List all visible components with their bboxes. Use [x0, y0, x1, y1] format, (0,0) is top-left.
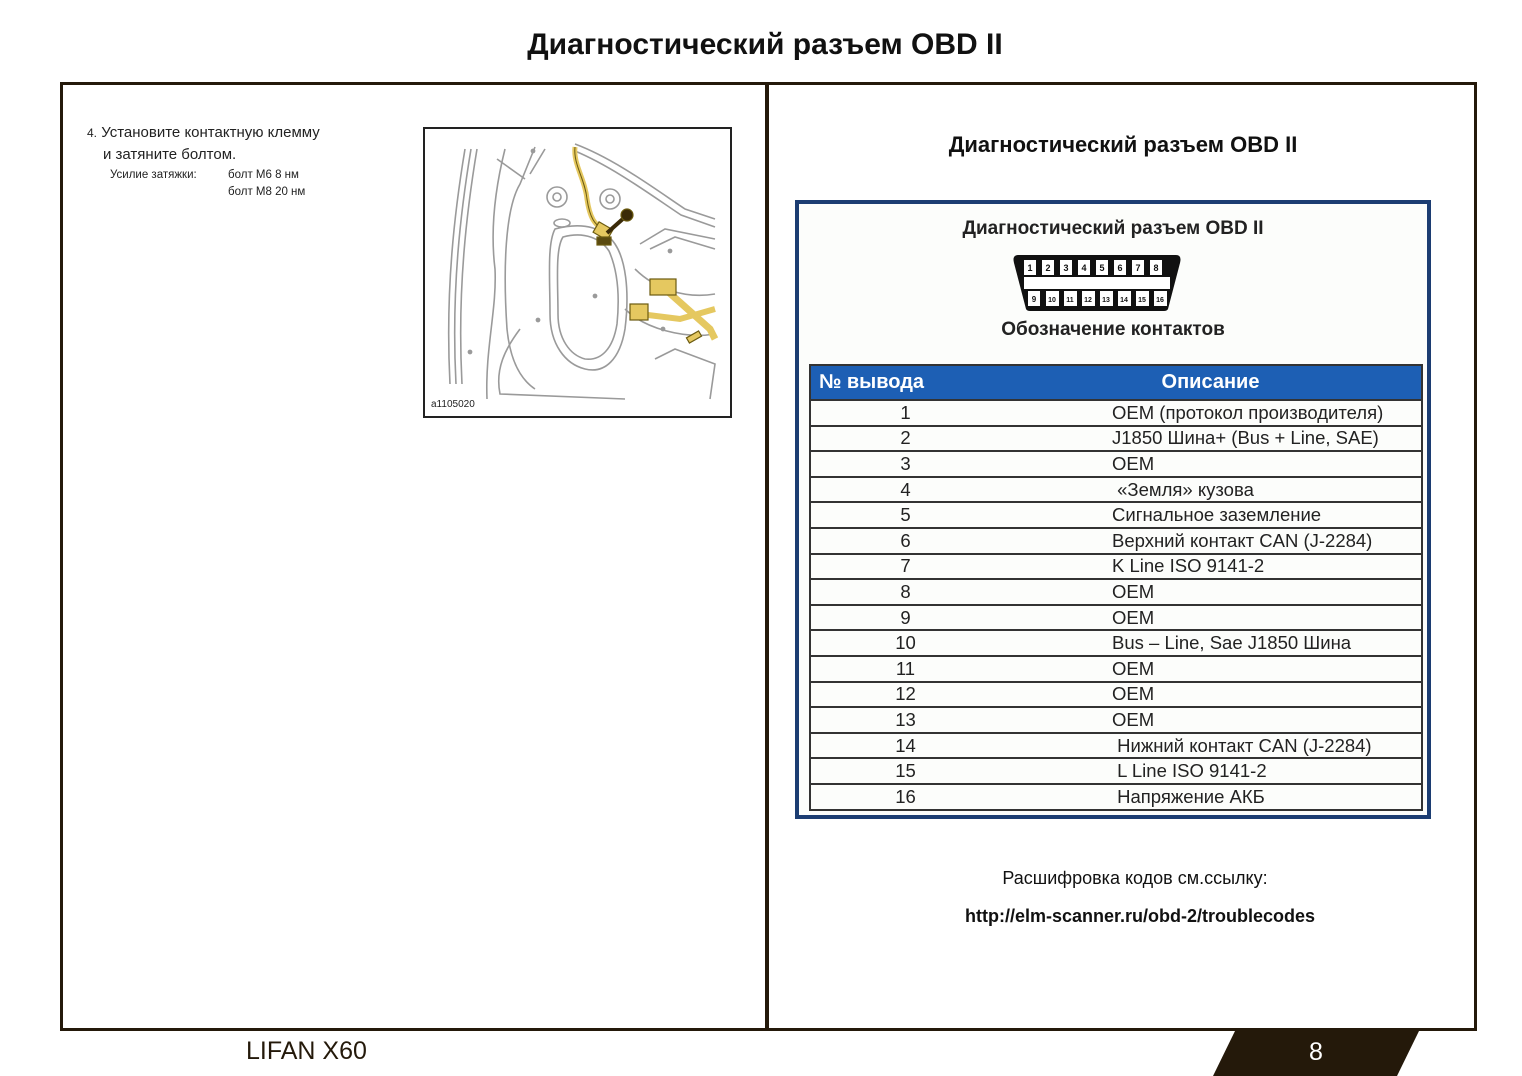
pin-description: OEM — [1112, 451, 1422, 477]
pin-number: 14 — [810, 733, 1000, 759]
table-row — [810, 477, 1422, 503]
install-step — [87, 122, 320, 165]
pin-description: Сигнальное заземление — [1112, 502, 1422, 528]
step-number: 4. — [87, 126, 98, 140]
footer-model: LIFAN X60 — [246, 1037, 367, 1065]
frame-divider — [765, 82, 769, 1031]
contacts-title: Обозначение контактов — [1001, 319, 1225, 340]
pin-number: 15 — [810, 758, 1000, 784]
torque-spec — [110, 167, 305, 201]
right-panel-title: Диагностический разъем OBD II — [948, 132, 1298, 157]
pin-number: 2 — [810, 426, 1000, 452]
pin-number: 1 — [810, 400, 1000, 426]
step-text-line2: и затяните болтом. — [103, 146, 237, 163]
page-number-tab — [1213, 1031, 1419, 1076]
table-row — [810, 707, 1422, 733]
pin-description: «Земля» кузова — [1112, 477, 1422, 503]
pinout-table — [809, 364, 1423, 811]
table-row — [810, 451, 1422, 477]
pin-number: 11 — [810, 656, 1000, 682]
table-row — [810, 784, 1422, 810]
table-row — [810, 656, 1422, 682]
header-description: Описание — [1000, 365, 1422, 400]
pin-description: OEM — [1112, 707, 1422, 733]
pin-description: Bus – Line, Sae J1850 Шина — [1112, 630, 1422, 656]
svg-text:15: 15 — [1138, 297, 1146, 304]
svg-text:16: 16 — [1156, 297, 1164, 304]
pin-description: OEM — [1112, 605, 1422, 631]
header-pin-number: № вывода — [810, 365, 1000, 400]
svg-text:7: 7 — [1135, 263, 1141, 273]
table-row — [810, 733, 1422, 759]
svg-text:2: 2 — [1045, 263, 1051, 273]
pin-number: 16 — [810, 784, 1000, 810]
svg-text:14: 14 — [1120, 297, 1128, 304]
table-row — [810, 630, 1422, 656]
table-row — [810, 400, 1422, 426]
pin-description: J1850 Шина+ (Bus + Line, SAE) — [1112, 426, 1422, 452]
figure-id: a1105020 — [431, 399, 475, 410]
page-number: 8 — [1309, 1038, 1323, 1066]
pin-number: 7 — [810, 554, 1000, 580]
decode-label: Расшифровка кодов см.ссылку: — [1002, 868, 1268, 888]
pin-description: Верхний контакт CAN (J-2284) — [1112, 528, 1422, 554]
car-body-wiring-illustration — [425, 129, 730, 416]
table-row — [810, 426, 1422, 452]
pin-number: 12 — [810, 682, 1000, 708]
table-row — [810, 682, 1422, 708]
svg-text:3: 3 — [1063, 263, 1069, 273]
pin-number: 9 — [810, 605, 1000, 631]
table-row — [810, 554, 1422, 580]
obd-connector-icon — [1012, 253, 1182, 313]
installation-figure — [423, 127, 732, 418]
table-row — [810, 579, 1422, 605]
svg-text:13: 13 — [1102, 297, 1110, 304]
troublecodes-link[interactable]: http://elm-scanner.ru/obd-2/troublecodes — [964, 906, 1316, 926]
page-title: Диагностический разъем OBD II — [527, 28, 1003, 61]
svg-text:1: 1 — [1027, 263, 1033, 273]
pin-description: OEM (протокол производителя) — [1112, 400, 1422, 426]
pin-number: 13 — [810, 707, 1000, 733]
pin-description: Нижний контакт CAN (J-2284) — [1112, 733, 1422, 759]
pin-description: Напряжение АКБ — [1112, 784, 1422, 810]
torque-value-m6: болт М6 8 нм — [228, 169, 299, 181]
pin-description: OEM — [1112, 656, 1422, 682]
pin-description: L Line ISO 9141-2 — [1112, 758, 1422, 784]
pin-number: 10 — [810, 630, 1000, 656]
step-text-line1: Установите контактную клемму — [101, 124, 320, 141]
svg-text:4: 4 — [1081, 263, 1087, 273]
table-row — [810, 605, 1422, 631]
pin-number: 4 — [810, 477, 1000, 503]
torque-label: Усилие затяжки: — [110, 169, 197, 181]
svg-text:5: 5 — [1099, 263, 1105, 273]
svg-text:10: 10 — [1048, 297, 1056, 304]
pin-number: 5 — [810, 502, 1000, 528]
table-row — [810, 528, 1422, 554]
svg-text:6: 6 — [1117, 263, 1123, 273]
svg-text:8: 8 — [1153, 263, 1159, 273]
torque-value-m8: болт М8 20 нм — [228, 186, 306, 198]
pin-number: 3 — [810, 451, 1000, 477]
pin-description: OEM — [1112, 579, 1422, 605]
svg-text:12: 12 — [1084, 297, 1092, 304]
obd-pinout-box — [795, 200, 1431, 819]
table-row — [810, 502, 1422, 528]
table-row — [810, 758, 1422, 784]
svg-text:11: 11 — [1066, 297, 1074, 304]
pin-description: K Line ISO 9141-2 — [1112, 554, 1422, 580]
table-header-row — [810, 365, 1422, 400]
pin-number: 6 — [810, 528, 1000, 554]
pin-number: 8 — [810, 579, 1000, 605]
obd-box-title: Диагностический разъем OBD II — [962, 218, 1264, 239]
svg-text:9: 9 — [1031, 295, 1037, 304]
pin-description: OEM — [1112, 682, 1422, 708]
